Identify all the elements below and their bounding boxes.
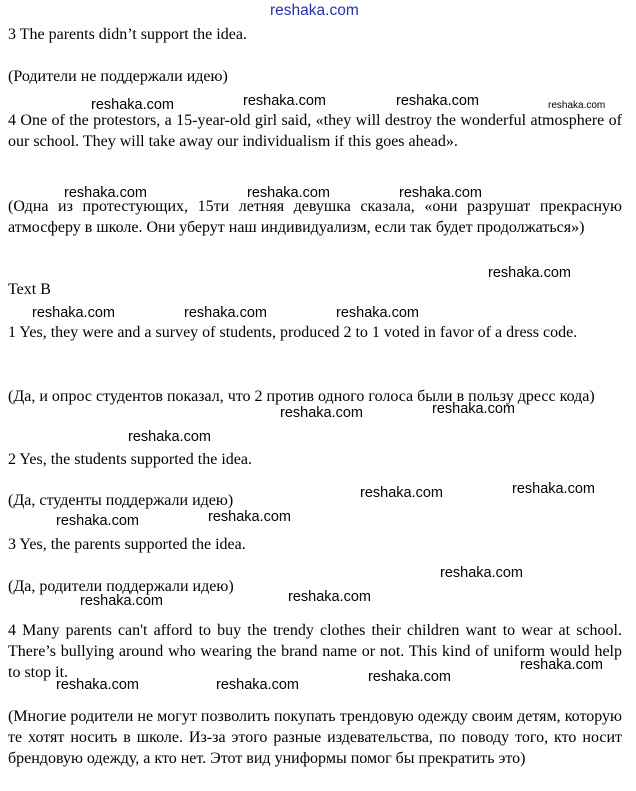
section-heading-text-b: Text B <box>8 281 51 298</box>
watermark: reshaka.com <box>216 677 300 693</box>
watermark: reshaka.com <box>432 401 516 417</box>
text-b-translation-4: (Многие родители не могут позволить покупать трендовую одежду своим детям, которую те хотят носить в школе. Из-за этого разные издевательства, по поводу того, кто носит брендовую одежду, а кто нет. Этот вид униформы помог бы прекратить это) <box>8 708 622 767</box>
text-b-translation-1: (Да, и опрос студентов показал, что 2 против одного голоса были в пользу дресс кода) <box>8 388 595 405</box>
watermark: reshaka.com <box>288 589 372 605</box>
text-b-translation-3: (Да, родители поддержали идею) <box>8 578 234 595</box>
watermark: reshaka.com <box>91 97 175 113</box>
watermark: reshaka.com <box>360 485 444 501</box>
text-b-translation-2: (Да, студенты поддержали идею) <box>8 492 234 509</box>
watermark: reshaka.com <box>512 481 596 497</box>
watermark: reshaka.com <box>336 305 420 321</box>
watermark: reshaka.com <box>270 2 359 19</box>
text-b-answer-4: 4 Many parents can't afford to buy the trendy clothes their children want to wear at school. There’s bullying around who wearing the brand name or not. This kind of uniform would help to stop it. <box>8 622 622 681</box>
answer-4-protestor-quote: 4 One of the protestors, a 15-year-old girl said, «they will destroy the wonderful atmosphere of our school. They will take away our individualism if this goes ahead». <box>8 112 622 150</box>
text-b-answer-2: 2 Yes, the students supported the idea. <box>8 451 252 468</box>
watermark: reshaka.com <box>368 669 452 685</box>
text-b-answer-3: 3 Yes, the parents supported the idea. <box>8 536 246 553</box>
watermark: reshaka.com <box>32 305 116 321</box>
answer-3-parents-didnt-support: 3 The parents didn’t support the idea. <box>8 26 247 43</box>
watermark: reshaka.com <box>247 185 331 201</box>
translation-3: (Родители не поддержали идею) <box>8 68 228 85</box>
watermark: reshaka.com <box>548 100 606 111</box>
watermark: reshaka.com <box>80 593 164 609</box>
watermark: reshaka.com <box>488 265 572 281</box>
watermark: reshaka.com <box>396 93 480 109</box>
text-b-answer-1: 1 Yes, they were and a survey of students, produced 2 to 1 voted in favor of a dress code. <box>8 324 578 341</box>
watermark: reshaka.com <box>56 513 140 529</box>
watermark: reshaka.com <box>56 677 140 693</box>
watermark: reshaka.com <box>208 509 292 525</box>
watermark: reshaka.com <box>399 185 483 201</box>
watermark: reshaka.com <box>64 185 148 201</box>
watermark: reshaka.com <box>243 93 327 109</box>
watermark: reshaka.com <box>184 305 268 321</box>
watermark: reshaka.com <box>440 565 524 581</box>
watermark: reshaka.com <box>128 429 212 445</box>
watermark: reshaka.com <box>280 405 364 421</box>
translation-4: (Одна из протестующих, 15ти летняя девушка сказала, «они разрушат прекрасную атмосферу в школе. Они уберут наш индивидуализм, если так будет продолжаться») <box>8 198 622 236</box>
watermark: reshaka.com <box>520 657 604 673</box>
